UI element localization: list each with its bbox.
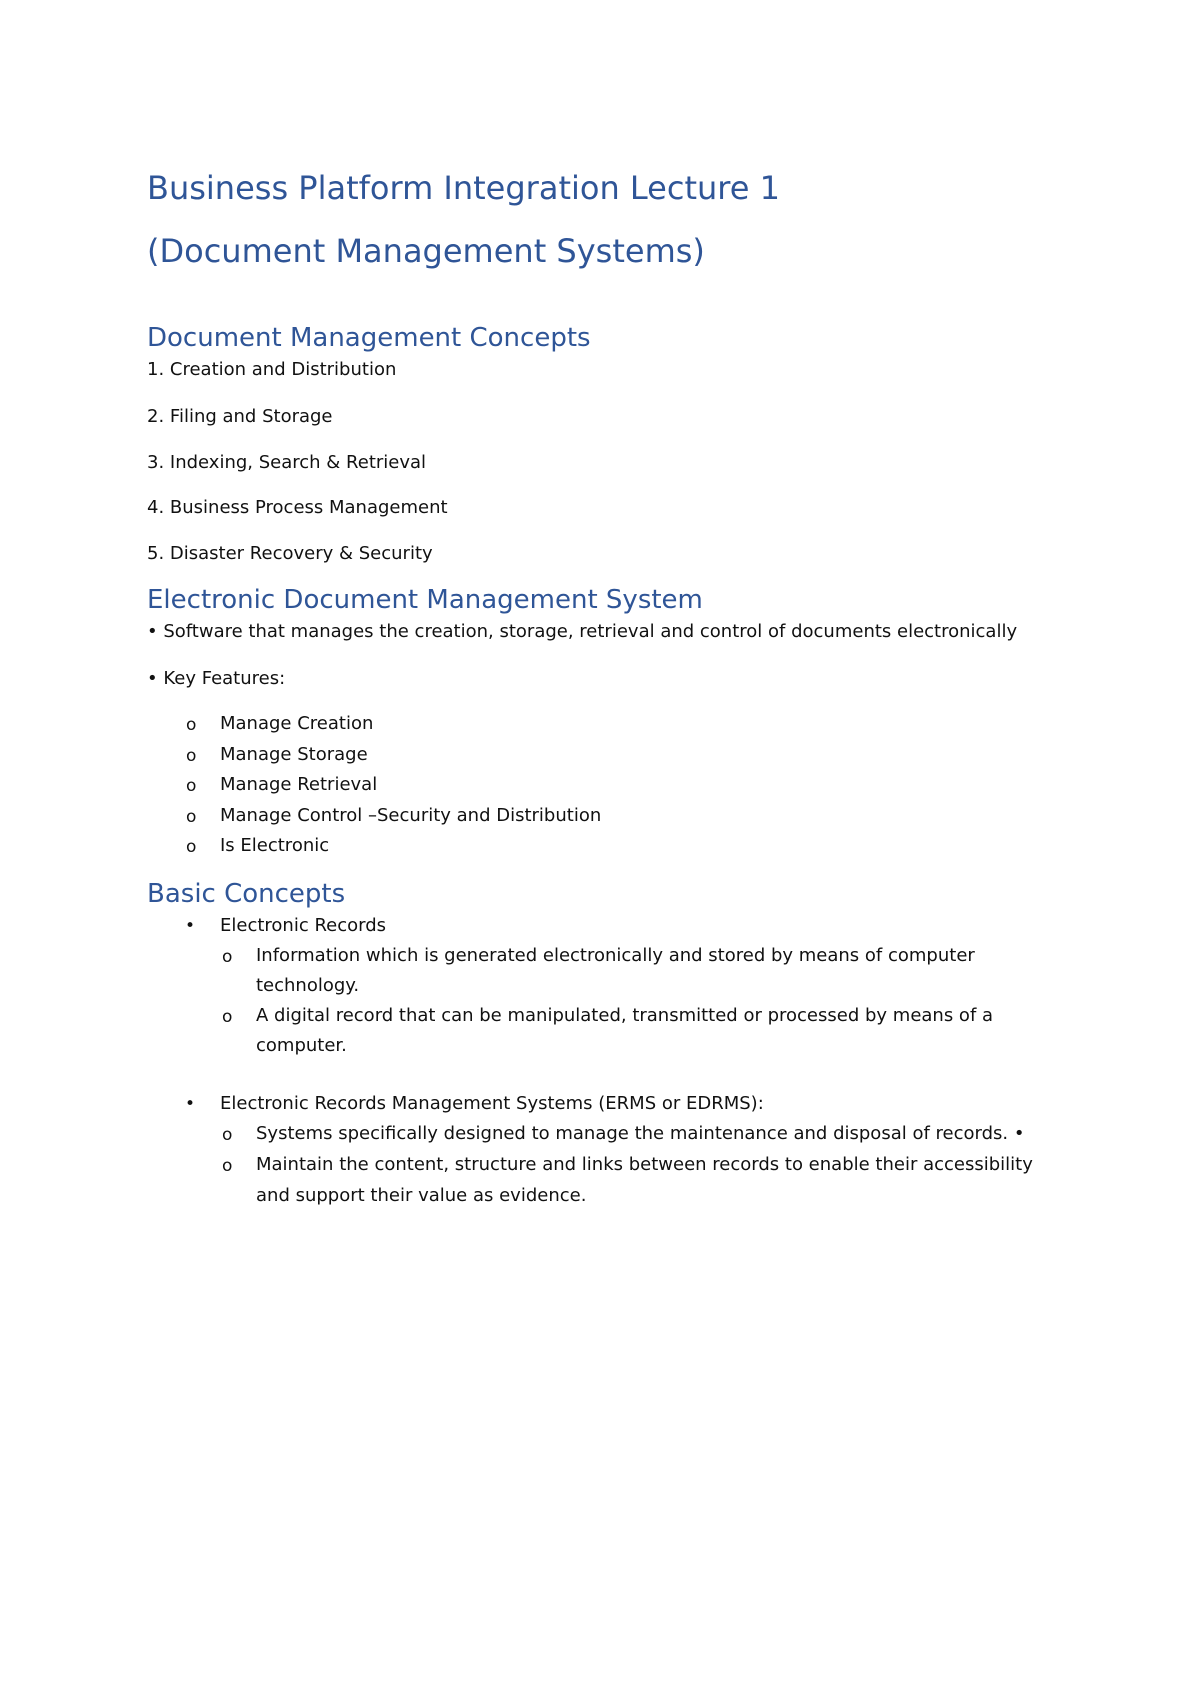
erms-def-2-line-1: Maintain the content, structure and links between records to enable their accessibility <box>256 1154 1033 1175</box>
section-heading-basic-concepts: Basic Concepts <box>147 879 346 909</box>
sub-bullet-marker: o <box>186 837 197 857</box>
basic-concept-electronic-records: Electronic Records <box>220 915 387 936</box>
concept-item-4: 4. Business Process Management <box>147 497 448 518</box>
bullet-marker: • <box>185 916 196 936</box>
electronic-records-def-1-line-1: Information which is generated electronically and stored by means of computer <box>256 945 975 966</box>
electronic-records-def-2-line-2: computer. <box>256 1035 347 1056</box>
sub-bullet-marker: o <box>222 1007 233 1027</box>
sub-bullet-marker: o <box>186 715 197 735</box>
bullet-marker: • <box>185 1094 196 1114</box>
electronic-records-def-1-line-2: technology. <box>256 975 360 996</box>
electronic-records-def-2-line-1: A digital record that can be manipulated, transmitted or processed by means of a <box>256 1005 994 1026</box>
feature-item-2: Manage Storage <box>220 744 368 765</box>
feature-item-4: Manage Control –Security and Distribution <box>220 805 602 826</box>
feature-item-3: Manage Retrieval <box>220 774 378 795</box>
erms-def-2-line-2: and support their value as evidence. <box>256 1185 587 1206</box>
basic-concept-erms: Electronic Records Management Systems (ERMS or EDRMS): <box>220 1093 764 1114</box>
document-subtitle: (Document Management Systems) <box>147 232 705 270</box>
sub-bullet-marker: o <box>222 1156 233 1176</box>
concept-item-3: 3. Indexing, Search & Retrieval <box>147 452 427 473</box>
section-heading-edms: Electronic Document Management System <box>147 585 703 615</box>
concept-item-2: 2. Filing and Storage <box>147 406 333 427</box>
edms-definition: • Software that manages the creation, storage, retrieval and control of documents electronically <box>147 621 1018 642</box>
sub-bullet-marker: o <box>186 746 197 766</box>
concept-item-5: 5. Disaster Recovery & Security <box>147 543 433 564</box>
sub-bullet-marker: o <box>222 1125 233 1145</box>
section-heading-document-management-concepts: Document Management Concepts <box>147 323 591 353</box>
document-title: Business Platform Integration Lecture 1 <box>147 169 780 207</box>
concept-item-1: 1. Creation and Distribution <box>147 359 397 380</box>
key-features-label: • Key Features: <box>147 668 286 689</box>
feature-item-1: Manage Creation <box>220 713 374 734</box>
sub-bullet-marker: o <box>186 776 197 796</box>
sub-bullet-marker: o <box>186 807 197 827</box>
feature-item-5: Is Electronic <box>220 835 330 856</box>
sub-bullet-marker: o <box>222 947 233 967</box>
erms-def-1: Systems specifically designed to manage the maintenance and disposal of records. • <box>256 1123 1025 1144</box>
